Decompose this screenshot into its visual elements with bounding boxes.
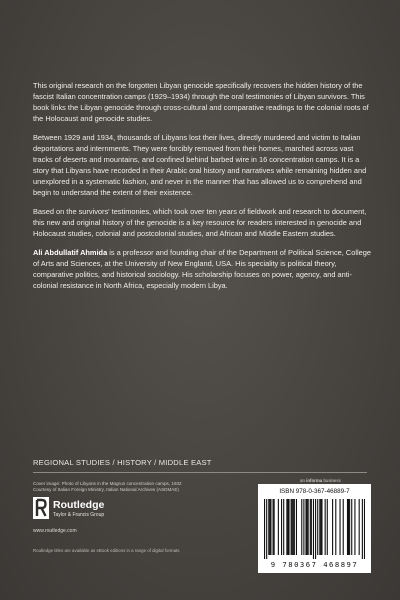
barcode-bar xyxy=(317,499,318,555)
barcode-bar xyxy=(348,499,349,555)
barcode-bar xyxy=(303,499,304,555)
barcode-bar xyxy=(347,499,348,555)
barcode-bar xyxy=(288,499,289,555)
barcode-bar xyxy=(273,499,274,555)
author-bio xyxy=(33,247,373,291)
barcode-bar xyxy=(278,499,279,555)
barcode-bar xyxy=(293,499,294,555)
barcode-bar xyxy=(362,499,363,559)
subject-categories: REGIONAL STUDIES / HISTORY / MIDDLE EAST xyxy=(33,458,212,467)
barcode-bar xyxy=(320,499,321,555)
barcode-bar xyxy=(319,499,320,555)
barcode-bar xyxy=(332,499,333,555)
cover-credit-line-1: Cover image: Photo of Libyans in the Magrun concentration camps, 1932 xyxy=(33,481,182,486)
barcode-bar xyxy=(296,499,297,555)
barcode-bar xyxy=(270,499,271,555)
barcode-bar xyxy=(301,499,302,555)
barcode-bar xyxy=(327,499,328,555)
barcode-bar xyxy=(310,499,311,555)
barcode-bar xyxy=(311,499,312,555)
author-name: Ali Abdullatif Ahmida xyxy=(33,248,108,257)
barcode-bar xyxy=(349,499,350,555)
ebook-note: Routledge titles are available as eBook editions in a range of digital formats xyxy=(33,548,180,553)
back-cover-text xyxy=(33,80,373,299)
barcode-bar xyxy=(281,499,282,555)
blurb-paragraph-3: Based on the survivors' testimonies, which took over ten years of fieldwork and research to document, this new and original history of the genocide is a key resource for readers interested in genocide and Holocaust studies, colonial and postcolonial studies, and African and Middle Eastern studies. xyxy=(33,207,367,238)
cover-credit-line-2: Courtesy of Italian Foreign Ministry, Italian National Archives (ASDMAE) xyxy=(33,487,179,493)
barcode-bar xyxy=(351,499,352,555)
barcode-bar xyxy=(305,499,306,555)
barcode-bar xyxy=(266,499,267,559)
barcode-bar xyxy=(364,499,365,559)
barcode-bar xyxy=(307,499,308,555)
barcode-bar xyxy=(292,499,293,555)
barcode-bar xyxy=(269,499,270,555)
blurb-paragraph-1: This original research on the forgotten Libyan genocide specifically recovers the hidden history of the fascist Italian concentration camps (1929–1934) through the oral testimonies of Libyan survivors. This book links the Libyan genocide through cross-cultural and comparative readings to the colonial roots of the Holocaust and genocide studies. xyxy=(33,81,369,123)
isbn-label: ISBN 978-0-367-46889-7 xyxy=(279,488,350,495)
barcode-bar xyxy=(274,499,275,555)
barcode-bar xyxy=(359,499,360,555)
informa-suffix: business xyxy=(322,478,341,483)
barcode-bar xyxy=(291,499,292,555)
publisher-website: www.routledge.com xyxy=(33,528,77,534)
informa-business-mark xyxy=(300,478,341,483)
informa-prefix: an xyxy=(300,478,307,483)
cover-image-credit xyxy=(33,481,182,494)
barcode-bar xyxy=(294,499,295,555)
barcode-bar xyxy=(335,499,336,555)
barcode-bar xyxy=(339,499,340,555)
barcode-bar xyxy=(321,499,322,555)
barcode-bar xyxy=(325,499,326,555)
publisher-logo xyxy=(33,497,153,527)
routledge-logo-icon xyxy=(33,497,49,519)
barcode-bar xyxy=(313,499,314,559)
informa-brand: informa xyxy=(306,478,323,483)
author-bio-text: is a professor and founding chair of the Department of Political Science, College of Arts and Sciences, at the University of New England, USA. His speciality is political theory, comparative politics, and historical sociology. His scholarship focuses on power, agency, and anti-colonial resistance in North Africa, especially modern Libya. xyxy=(33,248,371,290)
barcode-bar xyxy=(315,499,316,559)
barcode-bar xyxy=(308,499,309,555)
barcode-number: 9 780367 468897 xyxy=(270,560,359,569)
barcode-bars xyxy=(264,499,365,559)
blurb-paragraph-2: Between 1929 and 1934, thousands of Libyans lost their lives, directly murdered and victim to Italian deportations and internments. They were forcibly removed from their homes, marched across vast tracks of deserts and mountains, and confined behind barbed wire in 16 concentration camps. It is a story that Libyans have recorded in their Arabic oral history and narratives while remaining hidden and unexplored in a systematic fashion, and never in the manner that has allowed us to comprehend and begin to understand the extent of their existence. xyxy=(33,133,367,197)
barcode-bar xyxy=(343,499,344,555)
barcode-bar xyxy=(354,499,355,555)
barcode-bar xyxy=(283,499,284,555)
barcode-bar xyxy=(286,499,287,555)
barcode-bar xyxy=(268,499,269,555)
publisher-group: Taylor & Francis Group xyxy=(53,512,105,518)
barcode-bar xyxy=(287,499,288,555)
publisher-name: Routledge xyxy=(53,499,105,511)
barcode-bar xyxy=(264,499,265,559)
divider xyxy=(33,472,367,473)
isbn-barcode xyxy=(258,484,371,573)
